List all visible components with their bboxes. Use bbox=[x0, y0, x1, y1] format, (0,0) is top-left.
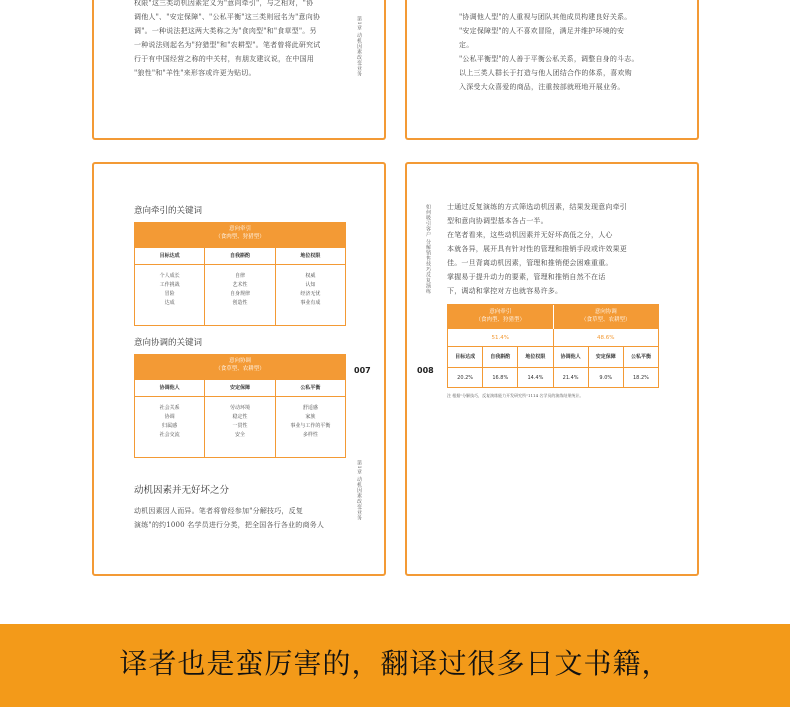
category-cell: 地位权限 bbox=[517, 347, 552, 367]
table-title: 意向协调 （食草型、农耕型） bbox=[135, 355, 345, 379]
table-cell: 自律 艺术性 自身规律 创造性 bbox=[204, 265, 274, 325]
book-side-label: 如何吸引客户 分解销售技巧反复演练 bbox=[425, 204, 431, 295]
section-title: 动机因素并无好坏之分 bbox=[134, 485, 230, 496]
column-header: 自我斟酌 bbox=[204, 248, 274, 264]
book-page-007 bbox=[92, 162, 386, 576]
keywords-heading-attraction: 意向牵引的关键词 bbox=[134, 206, 203, 216]
value-cell: 20.2% bbox=[457, 375, 474, 381]
chapter-number: 第1章 bbox=[356, 460, 362, 475]
table-cell: 权威 认知 经济无忧 事业有成 bbox=[275, 265, 345, 325]
motivation-results-table bbox=[447, 304, 659, 388]
value-cell: 18.2% bbox=[623, 368, 658, 387]
value-cell: 9.0% bbox=[588, 368, 623, 387]
category-cell: 目标达成 bbox=[455, 354, 476, 360]
page-text: "协调他人型"的人重视与团队其他成员构建良好关系。 "安定保障型"的人不喜欢冒险，满足并维护环境的安 定。 "公私平衡型"的人善于平衡公私关系，调整自身的斗志。 以上三类人群长于打造与他人团结合作的体系，喜欢购 入深受大众喜爱的商品，注重按部就班地开展业务。 bbox=[459, 13, 639, 91]
column-header: 目标达成 bbox=[159, 253, 180, 259]
value-cell: 21.4% bbox=[553, 368, 588, 387]
value-cell: 14.4% bbox=[517, 368, 552, 387]
category-cell: 协调他人 bbox=[553, 347, 588, 367]
table-cell: 舒适感 家族 事业与工作的平衡 多样性 bbox=[275, 397, 345, 457]
category-cell: 公私平衡 bbox=[623, 347, 658, 367]
chapter-side-label bbox=[356, 460, 362, 521]
page-text: 动机因素因人而异。笔者将曾经参加"分解技巧，反复 演练"的约1000 名学员进行分类，把全国各行各业的商务人 bbox=[134, 507, 325, 529]
table-cell: 社会关系 协调 归属感 社会交流 bbox=[159, 405, 180, 438]
column-header: 安定保障 bbox=[204, 380, 274, 396]
page-text: 士通过反复演练的方式筛选动机因素，结果发现意向牵引 型和意向协调型基本各占一半。 在笔者看来，这些动机因素并无好坏高低之分，人心 本就各异，展开具有针对性的管理和推销手段或许效果更 佳。一旦背离动机因素，管理和推销便会困难重重。 掌握易于提升动力的要素，管理和推销自然不在话 下，调动和掌控对方也就容易许多。 bbox=[447, 203, 627, 295]
table-footnote: 注 根据"分解技巧，反复演练能力开发研究所"1114 名学员的演练结果统计。 bbox=[447, 393, 584, 398]
group-header: 意向牵引 （食肉型、狩猎型） bbox=[448, 305, 553, 329]
category-cell: 安定保障 bbox=[588, 347, 623, 367]
category-cell: 自我斟酌 bbox=[482, 347, 517, 367]
column-header: 公私平衡 bbox=[275, 380, 345, 396]
column-header: 协调他人 bbox=[159, 385, 180, 391]
caption-banner bbox=[0, 624, 790, 707]
chapter-side-label: 第1章 动机因素改变业务 bbox=[356, 16, 362, 77]
book-page-top-left bbox=[92, 0, 386, 140]
table-title: 意向牵引 （食肉型、狩猎型） bbox=[135, 223, 345, 247]
table-cell: 个人成长 工作挑战 冒险 达成 bbox=[159, 273, 180, 306]
caption-text: 译者也是蛮厉害的，翻译过很多日文书籍， bbox=[119, 647, 671, 680]
page-number: 007 bbox=[354, 366, 371, 375]
page-number: 008 bbox=[417, 366, 434, 375]
page-text: 权限"这三类动机因素定义为"意向牵引"，与之相对，"协 调他人"、"安定保障"、"公私平衡"这三类则冠名为"意向协 调"。一种说法把这两大类称之为"食肉型"和"食草型"。另 一种说法则起名为"狩猎型"和"农耕型"。笔者曾将此研究试 行于有中国经营之称的中关村，有朋友建议说，在中国用 "狼性"和"羊性"来形容或许更为贴切。 bbox=[134, 0, 321, 77]
attraction-keywords-table bbox=[134, 222, 346, 326]
coordination-keywords-table bbox=[134, 354, 346, 458]
book-page-top-right bbox=[405, 0, 699, 140]
table-cell: 劳动环境 稳定性 一贯性 安全 bbox=[204, 397, 274, 457]
group-percentage: 51.4% bbox=[491, 335, 509, 341]
keywords-heading-coordination: 意向协调的关键词 bbox=[134, 338, 203, 348]
group-header: 意向协调 （食草型、农耕型） bbox=[553, 305, 659, 329]
column-header: 地位权限 bbox=[275, 248, 345, 264]
value-cell: 16.8% bbox=[482, 368, 517, 387]
book-page-008 bbox=[405, 162, 699, 576]
group-percentage: 48.6% bbox=[553, 329, 659, 346]
chapter-title: 动机因素改变业务 bbox=[356, 476, 362, 521]
